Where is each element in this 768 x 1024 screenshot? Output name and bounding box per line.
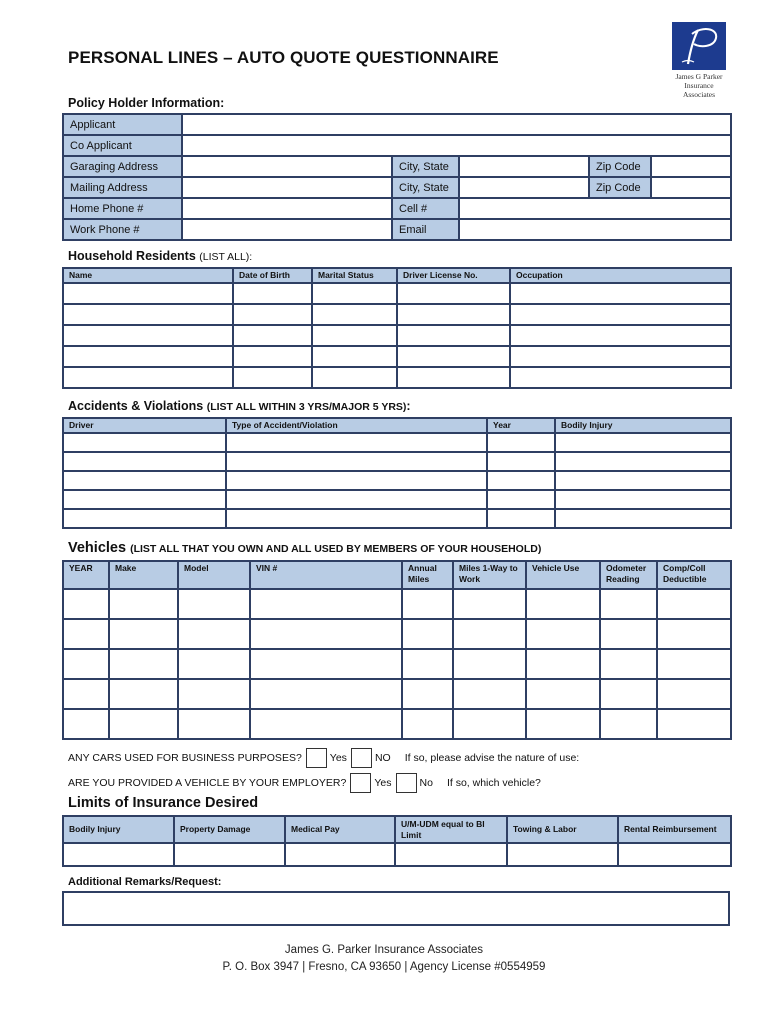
accident-cell[interactable]	[487, 452, 555, 471]
business-use-question	[68, 748, 579, 768]
vehicle-cell[interactable]	[453, 649, 526, 679]
household-cell[interactable]	[510, 346, 731, 367]
household-cell[interactable]	[233, 346, 312, 367]
table-row	[63, 367, 731, 388]
vehicle-cell[interactable]	[178, 619, 250, 649]
mailing-zip-field[interactable]	[651, 177, 731, 198]
vehicle-cell[interactable]	[178, 649, 250, 679]
accidents-col-year: Year	[487, 418, 555, 433]
garaging-city-state-field[interactable]	[459, 156, 589, 177]
vehicles-col-model: Model	[178, 561, 250, 589]
mailing-city-state-label: City, State	[392, 177, 459, 198]
household-cell[interactable]	[312, 367, 397, 388]
accidents-col-bodily-injury: Bodily Injury	[555, 418, 731, 433]
table-row	[63, 509, 731, 528]
household-cell[interactable]	[63, 283, 233, 304]
limits-col-property-damage: Property Damage	[174, 816, 285, 843]
limits-cell[interactable]	[174, 843, 285, 866]
vehicle-cell[interactable]	[109, 589, 178, 619]
vehicle-cell[interactable]	[250, 709, 402, 739]
logo-line-1: James G Parker	[675, 72, 723, 81]
vehicle-cell[interactable]	[657, 619, 731, 649]
household-cell[interactable]	[397, 325, 510, 346]
policy-holder-heading: Policy Holder Information:	[68, 96, 225, 110]
accident-cell[interactable]	[63, 490, 226, 509]
vehicle-cell[interactable]	[109, 709, 178, 739]
limits-cell[interactable]	[395, 843, 507, 866]
accidents-colon: :	[406, 399, 411, 413]
household-cell[interactable]	[63, 304, 233, 325]
household-col-name: Name	[63, 268, 233, 283]
footer-line-2: P. O. Box 3947 | Fresno, CA 93650 | Agency License #0554959	[222, 961, 546, 973]
mailing-city-state-field[interactable]	[459, 177, 589, 198]
household-title: Household Residents	[68, 249, 196, 263]
vehicle-cell[interactable]	[402, 679, 453, 709]
vehicle-cell[interactable]	[600, 619, 657, 649]
accidents-table	[62, 417, 732, 529]
table-row	[63, 589, 731, 619]
limits-col-towing: Towing & Labor	[507, 816, 618, 843]
vehicle-cell[interactable]	[250, 649, 402, 679]
household-cell[interactable]	[510, 367, 731, 388]
household-cell[interactable]	[397, 346, 510, 367]
mailing-zip-label: Zip Code	[589, 177, 651, 198]
household-cell[interactable]	[233, 304, 312, 325]
household-cell[interactable]	[312, 283, 397, 304]
vehicle-cell[interactable]	[178, 589, 250, 619]
household-cell[interactable]	[510, 283, 731, 304]
accident-cell[interactable]	[555, 452, 731, 471]
vehicle-cell[interactable]	[402, 619, 453, 649]
accident-cell[interactable]	[63, 509, 226, 528]
business-no-label: NO	[374, 752, 391, 764]
household-col-occupation: Occupation	[510, 268, 731, 283]
limits-heading: Limits of Insurance Desired	[68, 795, 259, 811]
vehicle-cell[interactable]	[63, 649, 109, 679]
table-row	[63, 452, 731, 471]
accident-cell[interactable]	[555, 471, 731, 490]
limits-col-bodily-injury: Bodily Injury	[63, 816, 174, 843]
vehicle-cell[interactable]	[657, 589, 731, 619]
vehicle-cell[interactable]	[526, 619, 600, 649]
limits-cell[interactable]	[285, 843, 395, 866]
vehicles-col-deductible: Comp/Coll Deductible	[657, 561, 731, 589]
remarks-heading: Additional Remarks/Request:	[68, 876, 222, 888]
accidents-col-driver: Driver	[63, 418, 226, 433]
vehicle-cell[interactable]	[63, 619, 109, 649]
limits-col-medical-pay: Medical Pay	[285, 816, 395, 843]
vehicle-cell[interactable]	[109, 679, 178, 709]
agency-logo	[668, 22, 730, 99]
limits-col-um-udm: U/M-UDM equal to BI Limit	[395, 816, 507, 843]
vehicles-col-make: Make	[109, 561, 178, 589]
employer-vehicle-question	[68, 773, 541, 793]
accidents-heading	[68, 399, 411, 413]
vehicle-cell[interactable]	[178, 709, 250, 739]
logo-line-3: Associates	[682, 90, 716, 99]
vehicles-col-year: YEAR	[63, 561, 109, 589]
vehicles-title: Vehicles	[68, 540, 127, 556]
household-cell[interactable]	[312, 304, 397, 325]
household-cell[interactable]	[63, 367, 233, 388]
table-row	[63, 619, 731, 649]
accident-cell[interactable]	[63, 433, 226, 452]
table-row	[63, 283, 731, 304]
limits-col-rental: Rental Reimbursement	[618, 816, 731, 843]
table-row	[63, 843, 731, 866]
cell-label: Cell #	[392, 198, 459, 219]
household-cell[interactable]	[397, 367, 510, 388]
vehicle-cell[interactable]	[402, 709, 453, 739]
logo-line-2: Insurance	[684, 81, 714, 90]
vehicle-cell[interactable]	[178, 679, 250, 709]
household-cell[interactable]	[397, 283, 510, 304]
accident-cell[interactable]	[226, 509, 487, 528]
applicant-field[interactable]	[182, 114, 731, 135]
garaging-address-field[interactable]	[182, 156, 392, 177]
remarks-field[interactable]	[62, 891, 730, 926]
accidents-title: Accidents & Violations	[68, 399, 204, 413]
vehicle-cell[interactable]	[250, 679, 402, 709]
work-phone-label: Work Phone #	[63, 219, 182, 240]
household-cell[interactable]	[233, 325, 312, 346]
accident-cell[interactable]	[63, 452, 226, 471]
limits-cell[interactable]	[618, 843, 731, 866]
household-cell[interactable]	[233, 283, 312, 304]
household-heading	[68, 249, 252, 263]
employer-no-label: No	[419, 777, 433, 789]
email-label: Email	[392, 219, 459, 240]
accident-cell[interactable]	[555, 433, 731, 452]
accidents-note: (LIST ALL WITHIN 3 YRS/MAJOR 5 YRS)	[206, 401, 407, 413]
page-title: PERSONAL LINES – AUTO QUOTE QUESTIONNAIRE	[68, 48, 499, 67]
limits-cell[interactable]	[507, 843, 618, 866]
employer-follow-up: If so, which vehicle?	[446, 777, 541, 789]
vehicles-note: (LIST ALL THAT YOU OWN AND ALL USED BY MEMBERS OF YOUR HOUSEHOLD)	[130, 543, 542, 555]
vehicle-cell[interactable]	[453, 709, 526, 739]
table-row	[63, 649, 731, 679]
mailing-address-label: Mailing Address	[63, 177, 182, 198]
vehicle-cell[interactable]	[526, 709, 600, 739]
vehicle-cell[interactable]	[250, 589, 402, 619]
household-cell[interactable]	[312, 325, 397, 346]
table-row	[63, 433, 731, 452]
limits-cell[interactable]	[63, 843, 174, 866]
policy-holder-table	[62, 113, 732, 241]
vehicles-col-odometer: Odometer Reading	[600, 561, 657, 589]
household-table	[62, 267, 732, 389]
vehicle-cell[interactable]	[600, 679, 657, 709]
vehicle-cell[interactable]	[657, 679, 731, 709]
vehicle-cell[interactable]	[402, 649, 453, 679]
vehicle-cell[interactable]	[63, 679, 109, 709]
vehicle-cell[interactable]	[657, 709, 731, 739]
household-col-dob: Date of Birth	[233, 268, 312, 283]
email-field[interactable]	[459, 219, 731, 240]
garaging-address-label: Garaging Address	[63, 156, 182, 177]
accident-cell[interactable]	[226, 452, 487, 471]
home-phone-field[interactable]	[182, 198, 392, 219]
vehicles-col-miles-to-work: Miles 1-Way to Work	[453, 561, 526, 589]
accident-cell[interactable]	[226, 490, 487, 509]
home-phone-label: Home Phone #	[63, 198, 182, 219]
table-row	[63, 709, 731, 739]
vehicle-cell[interactable]	[526, 679, 600, 709]
vehicles-col-vehicle-use: Vehicle Use	[526, 561, 600, 589]
accident-cell[interactable]	[226, 433, 487, 452]
vehicle-cell[interactable]	[657, 649, 731, 679]
garaging-zip-label: Zip Code	[589, 156, 651, 177]
household-note: (LIST ALL):	[199, 251, 253, 263]
household-col-license: Driver License No.	[397, 268, 510, 283]
household-cell[interactable]	[510, 325, 731, 346]
table-row	[63, 304, 731, 325]
co-applicant-label: Co Applicant	[63, 135, 182, 156]
business-yes-checkbox[interactable]	[306, 748, 327, 768]
monogram-p-icon	[672, 22, 726, 70]
business-use-text: ANY CARS USED FOR BUSINESS PURPOSES?	[68, 752, 302, 764]
limits-table	[62, 815, 732, 867]
applicant-label: Applicant	[63, 114, 182, 135]
vehicle-cell[interactable]	[402, 589, 453, 619]
garaging-zip-field[interactable]	[651, 156, 731, 177]
employer-no-checkbox[interactable]	[396, 773, 417, 793]
accident-cell[interactable]	[226, 471, 487, 490]
accident-cell[interactable]	[487, 509, 555, 528]
accidents-col-type: Type of Accident/Violation	[226, 418, 487, 433]
household-cell[interactable]	[397, 304, 510, 325]
household-cell[interactable]	[63, 346, 233, 367]
accident-cell[interactable]	[487, 490, 555, 509]
table-row	[63, 471, 731, 490]
employer-yes-checkbox[interactable]	[350, 773, 371, 793]
employer-vehicle-text: ARE YOU PROVIDED A VEHICLE BY YOUR EMPLOYER?	[68, 777, 347, 789]
vehicle-cell[interactable]	[526, 649, 600, 679]
vehicle-cell[interactable]	[63, 589, 109, 619]
vehicle-cell[interactable]	[453, 589, 526, 619]
accident-cell[interactable]	[487, 471, 555, 490]
vehicles-heading	[68, 540, 541, 556]
table-row	[63, 346, 731, 367]
vehicles-table	[62, 560, 732, 740]
vehicle-cell[interactable]	[109, 649, 178, 679]
vehicle-cell[interactable]	[63, 709, 109, 739]
household-cell[interactable]	[63, 325, 233, 346]
table-row	[63, 325, 731, 346]
employer-yes-label: Yes	[374, 777, 392, 789]
vehicle-cell[interactable]	[453, 619, 526, 649]
vehicles-col-vin: VIN #	[250, 561, 402, 589]
accident-cell[interactable]	[487, 433, 555, 452]
mailing-address-field[interactable]	[182, 177, 392, 198]
vehicle-cell[interactable]	[453, 679, 526, 709]
cell-field[interactable]	[459, 198, 731, 219]
garaging-city-state-label: City, State	[392, 156, 459, 177]
business-no-checkbox[interactable]	[351, 748, 372, 768]
household-col-marital: Marital Status	[312, 268, 397, 283]
household-cell[interactable]	[233, 367, 312, 388]
work-phone-field[interactable]	[182, 219, 392, 240]
vehicle-cell[interactable]	[600, 649, 657, 679]
footer-line-1: James G. Parker Insurance Associates	[284, 944, 484, 956]
table-row	[63, 679, 731, 709]
household-cell[interactable]	[510, 304, 731, 325]
vehicles-col-annual-miles: Annual Miles	[402, 561, 453, 589]
co-applicant-field[interactable]	[182, 135, 731, 156]
household-cell[interactable]	[312, 346, 397, 367]
accident-cell[interactable]	[63, 471, 226, 490]
vehicle-cell[interactable]	[250, 619, 402, 649]
vehicle-cell[interactable]	[600, 589, 657, 619]
accident-cell[interactable]	[555, 490, 731, 509]
business-yes-label: Yes	[329, 752, 347, 764]
accident-cell[interactable]	[555, 509, 731, 528]
table-row	[63, 490, 731, 509]
vehicle-cell[interactable]	[526, 589, 600, 619]
vehicle-cell[interactable]	[600, 709, 657, 739]
vehicle-cell[interactable]	[109, 619, 178, 649]
business-follow-up: If so, please advise the nature of use:	[404, 752, 580, 764]
